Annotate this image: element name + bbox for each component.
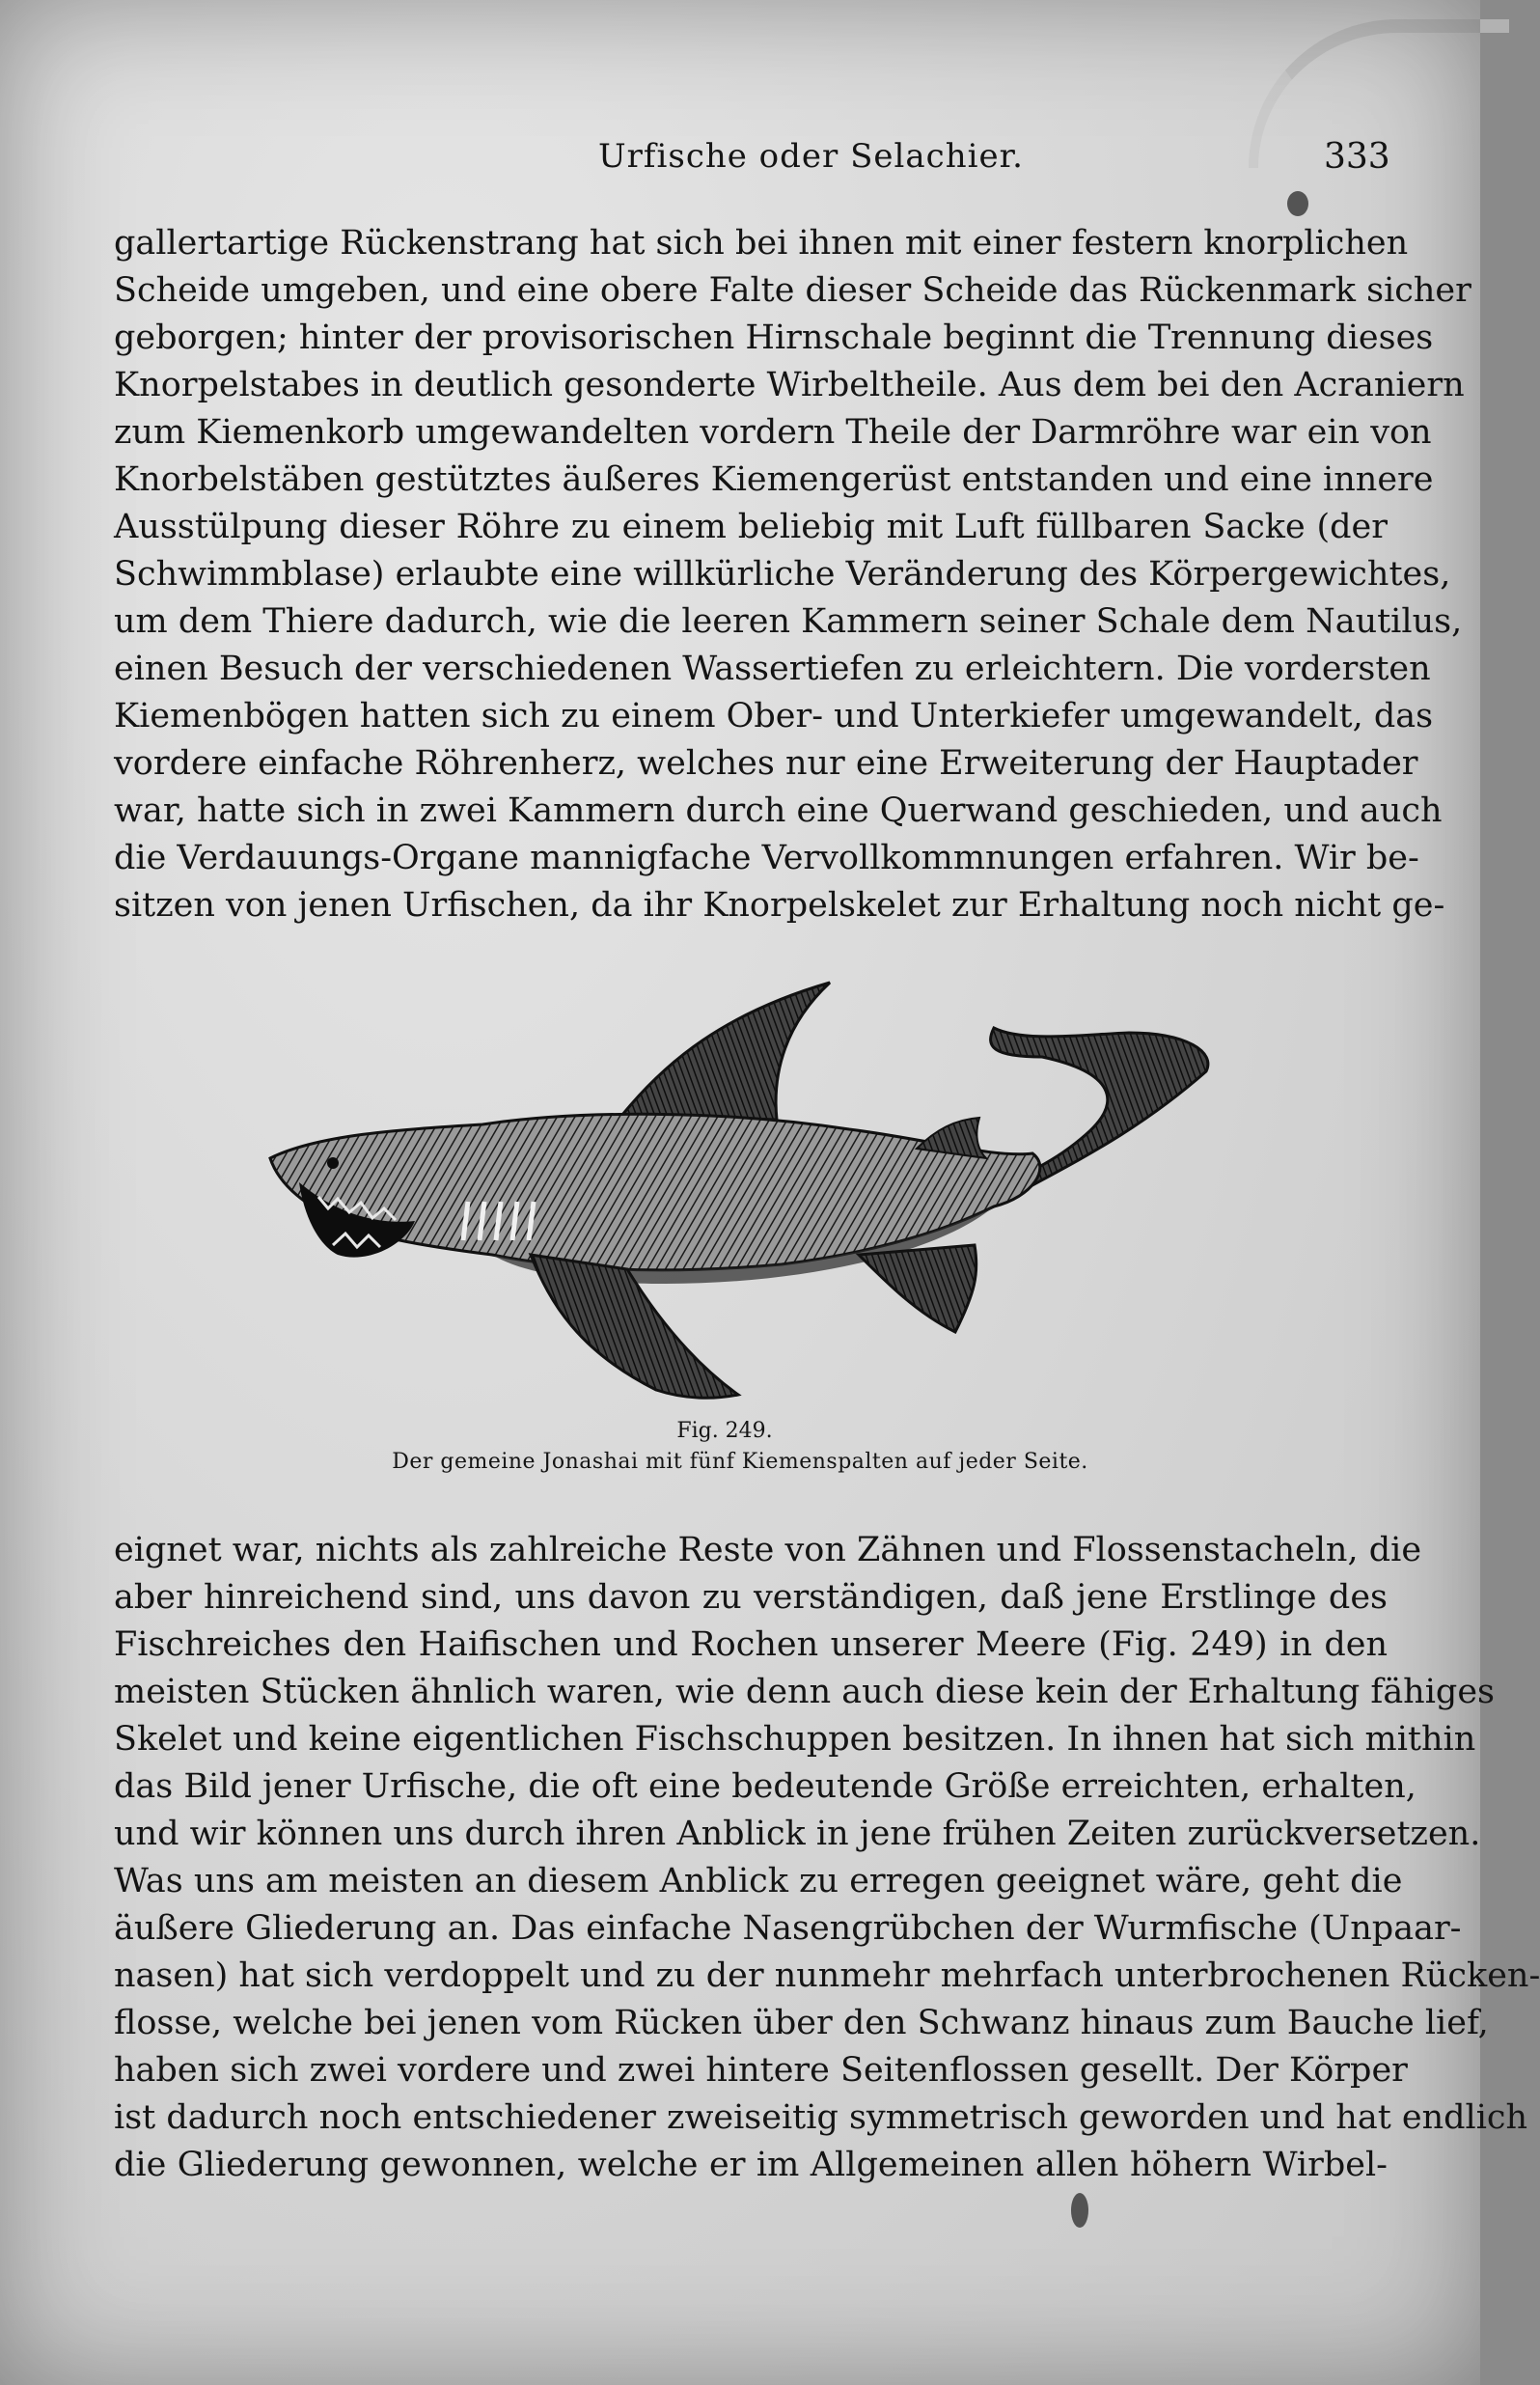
- text-line: um dem Thiere dadurch, wie die leeren Kammern seiner Schale dem Nautilus,: [114, 602, 1463, 641]
- text-line: Ausstülpung dieser Röhre zu einem beliebig mit Luft füllbaren Sacke (der: [114, 508, 1388, 546]
- text-line: aber hinreichend sind, uns davon zu verständigen, daß jene Erstlinge des: [114, 1578, 1388, 1617]
- text-line: meisten Stücken ähnlich waren, wie denn auch diese kein der Erhaltung fähiges: [114, 1673, 1496, 1711]
- figure-number: Fig. 249.: [676, 1419, 773, 1443]
- running-head-title: Urfische oder Selachier.: [598, 137, 1024, 176]
- text-line: Kiemenbögen hatten sich zu einem Ober- und Unterkiefer umgewandelt, das: [114, 697, 1434, 735]
- text-line: Scheide umgeben, und eine obere Falte dieser Scheide das Rückenmark sicher: [114, 271, 1471, 310]
- text-line: Fischreiches den Haifischen und Rochen unserer Meere (Fig. 249) in den: [114, 1625, 1388, 1664]
- figure-caption: [0, 1417, 1480, 1479]
- text-line: Was uns am meisten an diesem Anblick zu erregen geeignet wäre, geht die: [114, 1862, 1403, 1900]
- text-line: die Verdauungs-Organe mannigfache Vervollkommnungen erfahren. Wir be-: [114, 839, 1419, 877]
- paragraph-top: [114, 220, 1471, 929]
- text-line: äußere Gliederung an. Das einfache Nasengrübchen der Wurmfische (Unpaar-: [114, 1909, 1462, 1948]
- shark-illustration: [261, 965, 1264, 1419]
- ink-smudge: [1071, 2193, 1088, 2228]
- text-line: vordere einfache Röhrenherz, welches nur eine Erweiterung der Hauptader: [114, 744, 1418, 783]
- text-line: Schwimmblase) erlaubte eine willkürliche Veränderung des Körpergewichtes,: [114, 555, 1451, 594]
- text-line: war, hatte sich in zwei Kammern durch eine Querwand geschieden, und auch: [114, 791, 1443, 830]
- text-line: zum Kiemenkorb umgewandelten vordern Theile der Darmröhre war ein von: [114, 413, 1432, 452]
- text-line: ist dadurch noch entschiedener zweiseitig symmetrisch geworden und hat endlich: [114, 2098, 1528, 2137]
- text-line: Knorpelstabes in deutlich gesonderte Wirbeltheile. Aus dem bei den Acraniern: [114, 366, 1465, 404]
- text-line: eignet war, nichts als zahlreiche Reste von Zähnen und Flossenstacheln, die: [114, 1531, 1422, 1569]
- text-line: gallertartige Rückenstrang hat sich bei ihnen mit einer festern knorplichen: [114, 224, 1409, 263]
- text-line: und wir können uns durch ihren Anblick in jene frühen Zeiten zurückversetzen.: [114, 1815, 1481, 1853]
- text-line: einen Besuch der verschiedenen Wassertiefen zu erleichtern. Die vordersten: [114, 650, 1431, 688]
- text-line: Knorbelstäben gestütztes äußeres Kiemengerüst entstanden und eine innere: [114, 460, 1434, 499]
- ink-smudge: [1287, 191, 1308, 216]
- page-number: 333: [1324, 137, 1390, 177]
- text-line: die Gliederung gewonnen, welche er im Allgemeinen allen höhern Wirbel-: [114, 2146, 1388, 2184]
- text-line: flosse, welche bei jenen vom Rücken über den Schwanz hinaus zum Bauche lief,: [114, 2004, 1489, 2042]
- figure-caption-text: Der gemeine Jonashai mit fünf Kiemenspalten auf jeder Seite.: [392, 1450, 1088, 1474]
- text-line: sitzen von jenen Urfischen, da ihr Knorpelskelet zur Erhaltung noch nicht ge-: [114, 886, 1445, 925]
- shark-engraving: [261, 965, 1264, 1419]
- text-line: haben sich zwei vordere und zwei hintere Seitenflossen gesellt. Der Körper: [114, 2051, 1408, 2090]
- text-line: das Bild jener Urfische, die oft eine bedeutende Größe erreichten, erhalten,: [114, 1767, 1416, 1806]
- running-head: [0, 137, 1480, 195]
- paragraph-bottom: [114, 1527, 1540, 2189]
- text-line: Skelet und keine eigentlichen Fischschuppen besitzen. In ihnen hat sich mithin: [114, 1720, 1476, 1759]
- text-line: geborgen; hinter der provisorischen Hirnschale beginnt die Trennung dieses: [114, 319, 1434, 357]
- text-line: nasen) hat sich verdoppelt und zu der nunmehr mehrfach unterbrochenen Rücken-: [114, 1956, 1540, 1995]
